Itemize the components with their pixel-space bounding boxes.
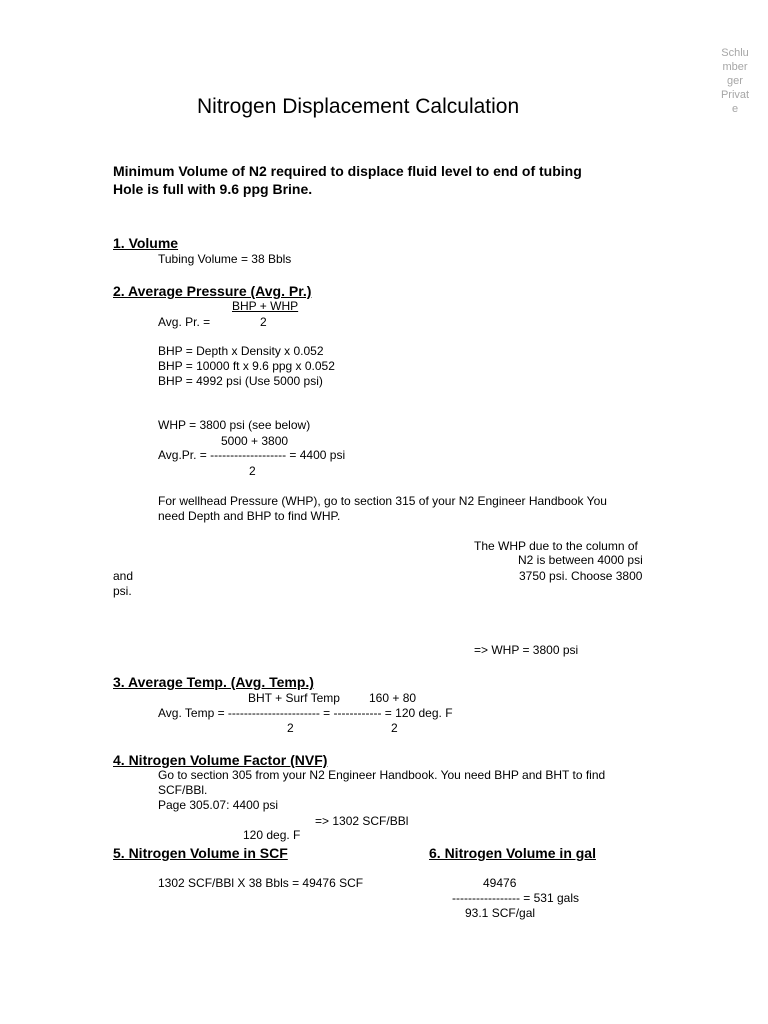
nvf-result: => 1302 SCF/BBl (315, 814, 409, 828)
whp-side-note-line-1: The WHP due to the column of (474, 539, 638, 553)
classification-label-line: Privat (720, 89, 750, 101)
avg-pressure-denominator: 2 (260, 315, 267, 329)
avg-temp-denominator-2: 2 (391, 721, 398, 735)
bhp-formula: BHP = Depth x Density x 0.052 (158, 344, 324, 358)
avg-pressure-numerator-2: 5000 + 3800 (221, 434, 289, 448)
intro-line-1: Minimum Volume of N2 required to displace fluid level to end of tubing (113, 163, 582, 179)
section-2-heading: 2. Average Pressure (Avg. Pr.) (113, 283, 312, 299)
section-5-heading: 5. Nitrogen Volume in SCF (113, 845, 288, 861)
whp-result: => WHP = 3800 psi (474, 643, 579, 657)
nvf-line-2: SCF/BBl. (158, 783, 208, 797)
gal-numerator: 49476 (483, 876, 517, 890)
avg-pressure-calc: Avg.Pr. = ------------------- = 4400 psi (158, 448, 346, 462)
nvf-line-1: Go to section 305 from your N2 Engineer Handbook. You need BHP and BHT to find (158, 768, 606, 782)
avg-temp-numerator-1: BHT + Surf Temp (248, 691, 340, 705)
whp-note-line-1: For wellhead Pressure (WHP), go to section 315 of your N2 Engineer Handbook You (158, 494, 607, 508)
whp-value: WHP = 3800 psi (see below) (158, 418, 311, 432)
whp-side-note-line-3: 3750 psi. Choose 3800 (519, 569, 643, 583)
whp-side-note-line-2: N2 is between 4000 psi (518, 553, 643, 567)
scf-calc: 1302 SCF/BBl X 38 Bbls = 49476 SCF (158, 876, 364, 890)
avg-pressure-numerator: BHP + WHP (232, 299, 299, 313)
whp-note-line-2: need Depth and BHP to find WHP. (158, 509, 341, 523)
section-6-heading: 6. Nitrogen Volume in gal (429, 845, 596, 861)
tubing-volume-text: Tubing Volume = 38 Bbls (158, 252, 292, 266)
gal-calc: ----------------- = 531 gals (452, 891, 579, 905)
avg-temp-numerator-2: 160 + 80 (369, 691, 417, 705)
nvf-temp: 120 deg. F (243, 828, 301, 842)
bhp-substitution: BHP = 10000 ft x 9.6 ppg x 0.052 (158, 359, 335, 373)
whp-side-note-and: and (113, 569, 134, 583)
classification-label-line: e (731, 103, 739, 115)
bhp-result: BHP = 4992 psi (Use 5000 psi) (158, 374, 323, 388)
avg-temp-denominator-1: 2 (287, 721, 294, 735)
whp-side-note-psi: psi. (113, 584, 132, 598)
section-1-heading: 1. Volume (113, 235, 179, 251)
page-title: Nitrogen Displacement Calculation (197, 95, 520, 118)
classification-label-line: ger (727, 75, 743, 87)
classification-label-line: Schlu (721, 47, 749, 59)
avg-pressure-denominator-2: 2 (249, 464, 256, 478)
intro-line-2: Hole is full with 9.6 ppg Brine. (113, 181, 313, 197)
section-4-heading: 4. Nitrogen Volume Factor (NVF) (113, 752, 328, 768)
avg-pressure-lhs: Avg. Pr. = (158, 315, 211, 329)
gal-denominator: 93.1 SCF/gal (465, 906, 536, 920)
section-3-heading: 3. Average Temp. (Avg. Temp.) (113, 674, 314, 690)
classification-label-line: mber (722, 61, 748, 73)
avg-temp-calc: Avg. Temp = ----------------------- = ------------ = 120 deg. F (158, 706, 453, 720)
classification-label (712, 46, 758, 116)
nvf-page-ref: Page 305.07: 4400 psi (158, 798, 279, 812)
